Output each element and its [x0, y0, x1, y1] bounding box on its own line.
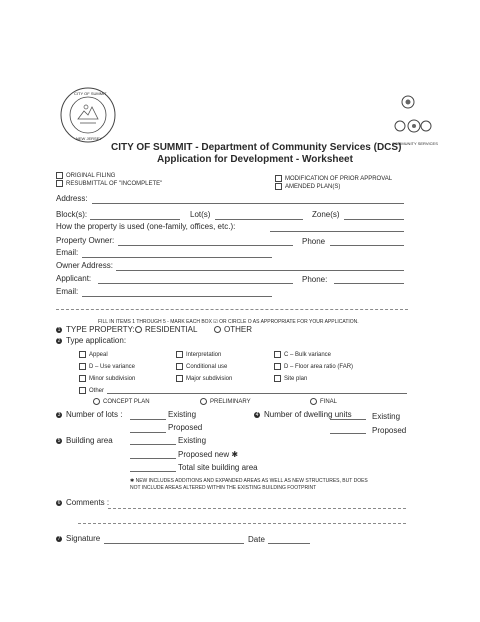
owner-address-field[interactable]: [116, 270, 404, 271]
app-interpretation[interactable]: Interpretation: [176, 351, 221, 358]
checkbox[interactable]: [56, 180, 63, 187]
app-d-far[interactable]: D – Floor area ratio (FAR): [274, 363, 353, 370]
checkbox[interactable]: [274, 351, 281, 358]
checkbox[interactable]: [56, 172, 63, 179]
page-title: CITY OF SUMMIT - Department of Community Services (DCS): [111, 142, 402, 153]
item7-signature: 7 Signature: [57, 534, 101, 543]
date-label: Date: [248, 535, 265, 544]
checkbox[interactable]: [79, 387, 86, 394]
filing-original[interactable]: ORIGINAL FILING: [56, 172, 115, 179]
units-existing-field[interactable]: [330, 419, 366, 420]
comments-field-1[interactable]: [108, 508, 406, 509]
checkbox[interactable]: [79, 351, 86, 358]
concept-plan-option[interactable]: CONCEPT PLAN: [93, 398, 150, 405]
section-divider: [56, 309, 408, 310]
item2-type-application: 2 Type application:: [57, 336, 127, 345]
applicant-field[interactable]: [98, 283, 293, 284]
phone1-label: Phone: [302, 237, 326, 246]
residential-option[interactable]: RESIDENTIAL: [135, 325, 197, 334]
use-label: How the property is used (one-family, offices, etc.):: [56, 222, 236, 231]
checkbox[interactable]: [176, 363, 183, 370]
zones-field[interactable]: [344, 219, 404, 220]
zones-label: Zone(s): [312, 210, 340, 219]
signature-field[interactable]: [104, 543, 244, 544]
email2-field[interactable]: [82, 296, 272, 297]
phone2-label: Phone:: [302, 275, 328, 284]
radio[interactable]: [310, 398, 317, 405]
radio[interactable]: [135, 326, 142, 333]
checkbox[interactable]: [176, 351, 183, 358]
radio[interactable]: [200, 398, 207, 405]
item-number-5: 5: [57, 437, 61, 444]
preliminary-option[interactable]: PRELIMINARY: [200, 398, 251, 405]
app-appeal[interactable]: Appeal: [79, 351, 108, 358]
checkbox[interactable]: [275, 183, 282, 190]
item-number-4: 4: [255, 411, 259, 418]
item3-lots: 3 Number of lots :: [57, 410, 123, 419]
item-number-3: 3: [57, 411, 61, 418]
lots-field[interactable]: [215, 219, 303, 220]
lots-label: Lot(s): [190, 210, 211, 219]
area-existing-label: Existing: [178, 436, 207, 445]
area-note-line1: ✱ NEW INCLUDES ADDITIONS AND EXPANDED AREAS AS WELL AS NEW STRUCTURES, BUT DOES: [130, 478, 368, 484]
phone1-field[interactable]: [330, 245, 404, 246]
app-d-use-variance[interactable]: D – Use variance: [79, 363, 135, 370]
item1-type-property: 1 TYPE PROPERTY:: [57, 325, 135, 334]
units-proposed-label: Proposed: [372, 426, 407, 435]
area-existing-field[interactable]: [130, 444, 176, 445]
item4-dwelling-units: 4 Number of dwelling units: [255, 410, 352, 419]
item-number-6: 6: [57, 499, 61, 506]
radio[interactable]: [214, 326, 221, 333]
area-proposed-field[interactable]: [130, 458, 176, 459]
email2-label: Email:: [56, 287, 79, 296]
lots-proposed-label: Proposed: [168, 423, 203, 432]
item-number-1: 1: [57, 326, 61, 333]
checkbox[interactable]: [275, 175, 282, 182]
filing-modification[interactable]: MODIFICATION OF PRIOR APPROVAL: [275, 175, 392, 182]
filing-amended[interactable]: AMENDED PLAN(S): [275, 183, 340, 190]
lots-existing-label: Existing: [168, 410, 197, 419]
address-label: Address:: [56, 194, 88, 203]
app-conditional-use[interactable]: Conditional use: [176, 363, 227, 370]
blocks-field[interactable]: [90, 219, 180, 220]
app-other[interactable]: Other: [79, 387, 104, 394]
app-c-bulk-variance[interactable]: C – Bulk variance: [274, 351, 331, 358]
address-field[interactable]: [92, 203, 404, 204]
dcs-logo-caption: COMMUNITY SERVICES: [392, 141, 438, 146]
date-field[interactable]: [268, 543, 310, 544]
seal-bottom-text: NEW JERSEY: [76, 136, 103, 141]
phone2-field[interactable]: [334, 283, 404, 284]
area-total-field[interactable]: [130, 471, 176, 472]
app-minor-subdivision[interactable]: Minor subdivision: [79, 375, 135, 382]
owner-field[interactable]: [118, 245, 293, 246]
email1-field[interactable]: [82, 257, 272, 258]
app-other-field[interactable]: [107, 393, 407, 394]
lots-proposed-field[interactable]: [130, 432, 166, 433]
area-proposed-label: Proposed new ✱: [178, 450, 239, 459]
units-existing-label: Existing: [372, 412, 401, 421]
filing-resubmittal[interactable]: RESUBMITTAL OF "INCOMPLETE": [56, 180, 162, 187]
checkbox[interactable]: [79, 375, 86, 382]
item6-comments: 6 Comments :: [57, 498, 110, 507]
applicant-label: Applicant:: [56, 274, 92, 283]
lots-existing-field[interactable]: [130, 419, 166, 420]
instructions: FILL IN ITEMS 1 THROUGH 5 - MARK EACH BOX ☑ OR CIRCLE O AS APPROPRIATE FOR YOUR APPLICATION.: [98, 319, 359, 325]
checkbox[interactable]: [79, 363, 86, 370]
app-site-plan[interactable]: Site plan: [274, 375, 307, 382]
seal-top-text: CITY OF SUMMIT: [74, 91, 107, 96]
checkbox[interactable]: [274, 375, 281, 382]
radio[interactable]: [93, 398, 100, 405]
item-number-2: 2: [57, 337, 61, 344]
owner-address-label: Owner Address:: [56, 261, 113, 270]
owner-label: Property Owner:: [56, 236, 115, 245]
blocks-label: Block(s):: [56, 210, 88, 219]
item-number-7: 7: [57, 535, 61, 542]
dcs-logo: [388, 92, 438, 142]
email1-label: Email:: [56, 248, 79, 257]
item5-building-area: 5 Building area: [57, 436, 113, 445]
checkbox[interactable]: [176, 375, 183, 382]
comments-field-2[interactable]: [78, 523, 406, 524]
app-major-subdivision[interactable]: Major subdivision: [176, 375, 232, 382]
area-total-label: Total site building area: [178, 463, 258, 472]
final-option[interactable]: FINAL: [310, 398, 337, 405]
units-proposed-field[interactable]: [330, 433, 366, 434]
checkbox[interactable]: [274, 363, 281, 370]
area-note-line2: NOT INCLUDE AREAS ALTERED WITHIN THE EXISTING BUILDING FOOTPRINT: [130, 485, 317, 491]
use-field[interactable]: [270, 231, 404, 232]
page-subtitle: Application for Development - Worksheet: [157, 154, 353, 165]
other-option[interactable]: OTHER: [214, 325, 252, 334]
